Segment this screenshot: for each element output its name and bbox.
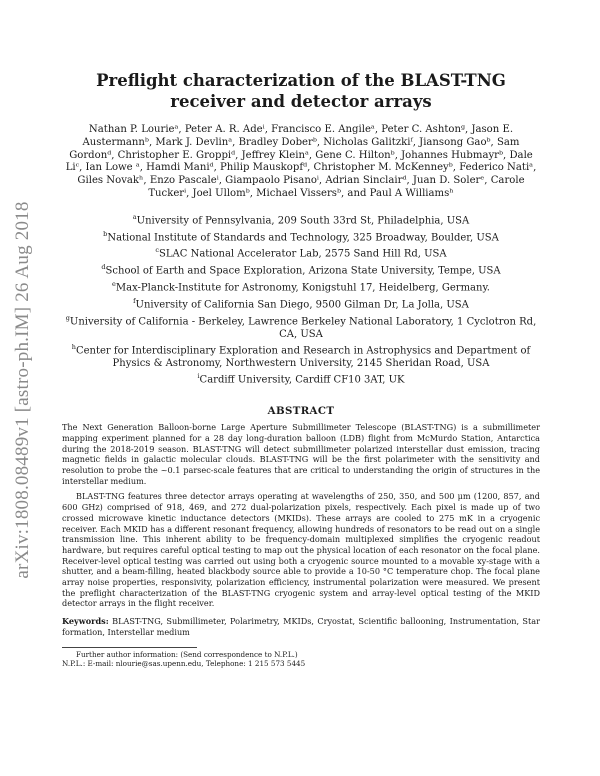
affiliation-list (62, 211, 540, 387)
affiliation-item: $^d$School of Earth and Space Exploration, Arizona State University, Tempe, USA (101, 263, 501, 277)
author-list: Nathan P. Lourieᵃ, Peter A. R. Adeⁱ, Francisco E. Angileᵃ, Peter C. Ashtonᵍ, Jason E. Austermannᵇ, Mark J. Devlinᵃ, Bradley Doberᵇ, Nicholas Galitzkiᶠ, Jiansong Gaoᵇ, Sam Gordonᵈ, Christopher E. Groppiᵈ, Jeffrey Kleinᵃ, Gene C. Hiltonᵇ, Johannes Hubmayrᵇ, Dale Liᶜ, Ian Lowe ᵃ, Hamdi Maniᵈ, Philip Mauskopfᵈ, Christopher M. McKenneyᵇ, Federico Natiᵃ, Giles Novakʰ, Enzo Pascaleⁱ, Giampaolo Pisanoⁱ, Adrian Sinclairᵈ, Juan D. Solerᵉ, Carole Tuckerⁱ, Joel Ullomᵇ, Michael Vissersᵇ, and Paul A Williamsʰ (65, 124, 537, 199)
affiliation-item: $^i$Cardiff University, Cardiff CF10 3AT, UK (197, 372, 405, 386)
footnote-author-info: Further author information: (Send correspondence to N.P.L.) (76, 649, 298, 659)
affiliation-item: $^b$National Institute of Standards and Technology, 325 Broadway, Boulder, USA (103, 229, 499, 243)
abstract-heading: ABSTRACT (267, 405, 335, 418)
affiliation-item: $^a$University of Pennsylvania, 209 South 33rd St, Philadelphia, USA (132, 212, 470, 227)
keywords-label: Keywords: (62, 616, 109, 627)
affiliation-item: $^c$SLAC National Accelerator Lab, 2575 Sand Hill Rd, USA (155, 246, 447, 260)
paper-page (62, 70, 540, 669)
affiliation-item: $^e$Max-Planck-Institute for Astronomy, Konigstuhl 17, Heidelberg, Germany. (112, 280, 490, 294)
footnotes (62, 650, 540, 669)
footnote-rule (62, 647, 197, 648)
keywords (62, 616, 540, 637)
keywords-text: BLAST-TNG, Submillimeter, Polarimetry, MKIDs, Cryostat, Scientific ballooning, Instrumentation, Star formation, Interstellar medium (62, 616, 540, 637)
abstract-paragraph-2: BLAST-TNG features three detector arrays operating at wavelengths of 250, 350, and 500 μm (1200, 857, and 600 GHz) comprised of 918, 469, and 272 dual-polarization pixels, respectively. Each pixel is made up of two crossed microwave kinetic inductance detectors (MKIDs). These arrays are cooled to 275 mK in a cryogenic receiver. Each MKID has a different resonant frequency, allowing hundreds of resonators to be read out on a single transmission line. This inherent ability to be frequency-domain multiplexed simplifies the cryogenic readout hardware, but requires careful optical testing to map out the physical location of each resonator on the focal plane. Receiver-level optical testing was carried out using both a cryogenic source mounted to a movable xy-stage with a shutter, and a beam-filling, heated blackbody source able to provide a 10-50 °C temperature chop. The focal plane array noise properties, responsivity, polarization efficiency, instrumental polarization were measured. We present the preflight characterization of the BLAST-TNG cryogenic system and array-level optical testing of the MKID detector arrays in the flight receiver. (62, 491, 540, 609)
abstract-paragraph-1: The Next Generation Balloon-borne Large Aperture Submillimeter Telescope (BLAST-TNG) is a submillimeter mapping experiment planned for a 28 day long-duration balloon (LDB) flight from McMurdo Station, Antarctica during the 2018-2019 season. BLAST-TNG will detect submillimeter polarized interstellar dust emission, tracing magnetic fields in galactic molecular clouds. BLAST-TNG will be the first polarimeter with the sensitivity and resolution to probe the ~0.1 parsec-scale features that are critical to understanding the origin of structures in the interstellar medium. (62, 422, 540, 486)
affiliation-item: $^f$University of California San Diego, 9500 Gilman Dr, La Jolla, USA (133, 296, 469, 311)
affiliation-item: $^h$Center for Interdisciplinary Exploration and Research in Astrophysics and Department of Physics & Astronomy, Northwestern University, 2145 Sheridan Road, USA (71, 343, 531, 369)
footnote-contact: N.P.L.: E-mail: nlourie@sas.upenn.edu, Telephone: 1 215 573 5445 (62, 659, 306, 669)
arxiv-stamp (8, 190, 38, 590)
arxiv-stamp-text: arXiv:1808.08489v1 [astro-ph.IM] 26 Aug 2018 (12, 201, 33, 579)
affiliation-item: $^g$University of California - Berkeley, Lawrence Berkeley National Laboratory, 1 Cyclotron Rd, CA, USA (65, 313, 537, 340)
paper-title: Preflight characterization of the BLAST-TNG receiver and detector arrays (96, 71, 506, 111)
